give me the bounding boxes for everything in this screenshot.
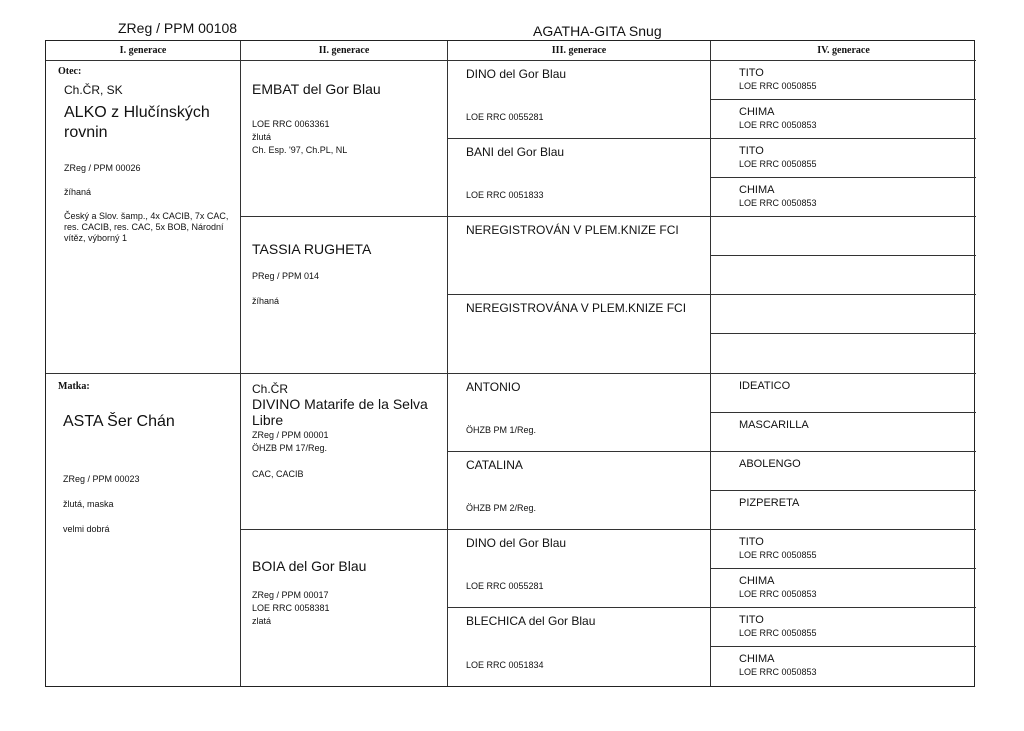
sire-cell (46, 61, 241, 374)
dog-reg: LOE RRC 0050853 (739, 666, 817, 677)
gen4-cell (711, 530, 976, 569)
dog-awards: CAC, CACIB (252, 468, 304, 479)
dog-reg: LOE RRC 0050853 (739, 120, 817, 131)
gen4-cell (711, 608, 976, 647)
dog-reg2: ÖHZB PM 17/Reg. (252, 442, 328, 453)
gen4-cell (711, 256, 976, 295)
column-header: III. generace (448, 41, 711, 61)
dog-name: DIVINO Matarife de la Selva Libre (252, 395, 428, 428)
gen4-cell (711, 413, 976, 452)
dog-reg: LOE RRC 0050853 (739, 198, 817, 209)
dog-color: zlatá (252, 615, 272, 626)
dam-color: žlutá, maska (63, 498, 114, 509)
gen2-cell (241, 530, 448, 686)
column-header: II. generace (241, 41, 448, 61)
gen4-cell (711, 374, 976, 413)
dog-name: CHIMA (739, 106, 775, 119)
gen3-cell (448, 139, 711, 217)
dog-name: NEREGISTROVÁN V PLEM.KNIZE FCI (466, 223, 679, 238)
gen4-cell (711, 100, 976, 139)
dog-name: AGATHA-GITA Snug (533, 23, 662, 39)
dog-reg: LOE RRC 0050855 (739, 549, 817, 560)
sire-reg: ZReg / PPM 00026 (64, 163, 141, 173)
gen4-cell (711, 295, 976, 334)
gen3-cell (448, 217, 711, 295)
gen4-cell (711, 139, 976, 178)
dog-name: TASSIA RUGHETA (252, 241, 372, 258)
pedigree-registration: ZReg / PPM 00108 (118, 20, 238, 36)
column-header: I. generace (46, 41, 241, 61)
dog-name: NEREGISTROVÁNA V PLEM.KNIZE FCI (466, 301, 687, 316)
dog-name: ANTONIO (466, 379, 521, 394)
dog-reg: ÖHZB PM 2/Reg. (466, 502, 537, 513)
dog-color: žlutá (252, 132, 272, 142)
gen2-cell (241, 61, 448, 217)
dog-name: TITO (739, 145, 764, 158)
gen3-cell (448, 295, 711, 373)
dog-reg: LOE RRC 0055281 (466, 580, 544, 591)
sire-label: Otec: (58, 66, 82, 77)
dam-reg: ZReg / PPM 00023 (63, 473, 140, 484)
column-header: IV. generace (711, 41, 976, 61)
gen4-cell (711, 647, 976, 686)
dam-name: ASTA Šer Chán (63, 412, 175, 430)
dam-rating: velmi dobrá (63, 523, 110, 534)
dog-color: žíhaná (252, 296, 280, 307)
dog-reg: LOE RRC 0063361 (252, 119, 330, 129)
sire-color: žíhaná (64, 187, 92, 197)
dog-name: CATALINA (466, 457, 523, 472)
gen3-cell (448, 452, 711, 530)
gen4-cell (711, 217, 976, 256)
dog-reg: ZReg / PPM 00001 (252, 429, 329, 440)
dog-name: IDEATICO (739, 379, 791, 392)
dog-name: ABOLENGO (739, 457, 801, 470)
dog-name: TITO (739, 613, 764, 626)
gen3-cell (448, 608, 711, 686)
gen3-cell (448, 61, 711, 139)
dog-titles: Ch.ČR (252, 381, 289, 396)
dog-name: BOIA del Gor Blau (252, 557, 367, 574)
dog-reg: PReg / PPM 014 (252, 271, 320, 282)
dog-reg: LOE RRC 0051834 (466, 660, 544, 670)
dog-name: DINO del Gor Blau (466, 67, 567, 81)
gen4-cell (711, 61, 976, 100)
sire-titles: Ch.ČR, SK (64, 83, 123, 97)
dog-reg: LOE RRC 0050853 (739, 588, 817, 599)
sire-name: ALKO z Hlučínských rovnin (64, 104, 210, 141)
gen3-cell (448, 530, 711, 608)
gen3-cell (448, 374, 711, 452)
gen4-cell (711, 178, 976, 217)
dog-name: EMBAT del Gor Blau (252, 81, 381, 97)
dog-reg: LOE RRC 0055281 (466, 112, 544, 123)
dog-name: TITO (739, 67, 764, 79)
sire-awards: Český a Slov. šamp., 4x CACIB, 7x CAC, res. CACIB, res. CAC, 5x BOB, Národní vítěz, výborný 1 (64, 211, 229, 243)
gen2-cell (241, 217, 448, 373)
dog-reg: LOE RRC 0050855 (739, 627, 817, 638)
gen4-cell (711, 452, 976, 491)
dog-reg: LOE RRC 0051833 (466, 190, 544, 201)
dog-name: CHIMA (739, 652, 775, 665)
dog-name: PIZPERETA (739, 496, 800, 509)
gen2-cell (241, 374, 448, 530)
pedigree-table (45, 40, 975, 687)
dam-cell (46, 374, 241, 687)
dog-reg2: LOE RRC 0058381 (252, 602, 330, 613)
dam-label: Matka: (58, 380, 90, 392)
gen4-cell (711, 491, 976, 530)
gen4-cell (711, 334, 976, 373)
dog-name: TITO (739, 535, 764, 548)
dog-name: CHIMA (739, 184, 775, 197)
dog-reg: ÖHZB PM 1/Reg. (466, 424, 537, 435)
dog-name: BANI del Gor Blau (466, 145, 565, 160)
dog-reg: ZReg / PPM 00017 (252, 589, 329, 600)
dog-name: MASCARILLA (739, 418, 809, 431)
dog-name: DINO del Gor Blau (466, 535, 567, 550)
dog-name: CHIMA (739, 574, 775, 587)
dog-name: BLECHICA del Gor Blau (466, 613, 596, 628)
gen4-cell (711, 569, 976, 608)
dog-reg: LOE RRC 0050855 (739, 81, 817, 91)
dog-reg: LOE RRC 0050855 (739, 159, 817, 170)
dog-awards: Ch. Esp. '97, Ch.PL, NL (252, 145, 348, 155)
